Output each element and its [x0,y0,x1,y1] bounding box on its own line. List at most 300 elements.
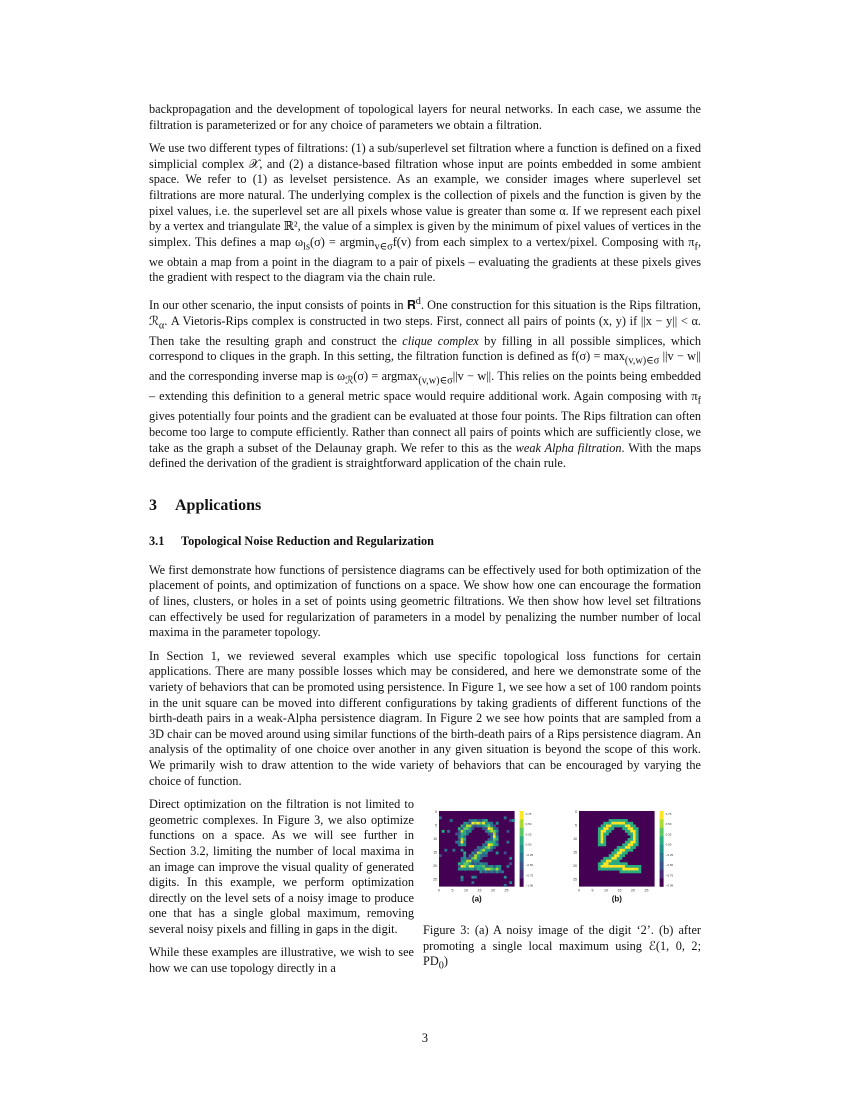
pixel-cell [606,830,609,833]
pixel-cell [463,860,466,863]
pixel-cell [461,876,464,879]
colorbar-tick-label: 0.50 [525,822,532,827]
pixel-cell [482,825,485,828]
pixel-cell [485,854,488,857]
pixel-cell [633,844,636,847]
y-tick-label: 10 [433,837,437,842]
x-tick-label: 10 [604,888,608,893]
pixel-cell [630,841,633,844]
pixel-cell [496,822,499,825]
pixel-cell [480,819,483,822]
pixel-cell [498,868,501,871]
pixel-cell [609,825,612,828]
colorbar-segment [520,878,524,887]
pixel-cell [606,865,609,868]
colorbar-segment [520,811,524,820]
pixel-cell [496,871,499,874]
pixel-cell [628,822,631,825]
colorbar-segment [520,870,524,879]
pixel-cell [469,854,472,857]
pixel-cell [628,865,631,868]
y-tick-label: 0 [575,810,577,815]
pixel-cell [625,825,628,828]
pixel-cell [463,854,466,857]
pixel-cell [630,838,633,841]
page-body [149,102,701,997]
pixel-cell [636,827,639,830]
pixel-cell [474,854,477,857]
pixel-cell [509,881,512,884]
pixel-cell [461,865,464,868]
pixel-cell [504,817,507,820]
panel-a [427,809,545,915]
subsection-heading: 3.1 Topological Noise Reduction and Regularization [149,533,435,548]
pixel-cell [488,871,491,874]
pixel-cell [458,868,461,871]
pixel-cell [466,830,469,833]
pixel-cell [603,835,606,838]
pixel-cell [458,827,461,830]
pixel-cell [622,865,625,868]
pixel-cell [466,827,469,830]
pixel-cell [485,827,488,830]
pixel-cell [458,841,461,844]
pixel-cell [496,838,499,841]
y-tick-label: 20 [433,864,437,869]
pixel-cell [628,841,631,844]
pixel-cell [466,857,469,860]
pixel-cell [611,865,614,868]
pixel-cell [603,822,606,825]
pixel-cell [509,819,512,822]
colorbar-tick-label: 0.00 [665,842,672,847]
pixel-cell [488,827,491,830]
pixel-cell [625,841,628,844]
pixel-cell [622,844,625,847]
pixel-cell [611,868,614,871]
y-tick-label: 20 [573,864,577,869]
denoised-digit-image [567,809,685,915]
pixel-cell [598,827,601,830]
pixel-cell [482,822,485,825]
pixel-cell [496,833,499,836]
pixel-cell [620,865,623,868]
pixel-cell [469,865,472,868]
pixel-cell [617,862,620,865]
pixel-cell [490,846,493,849]
pixel-cell [611,860,614,863]
colorbar-tick-label: −0.50 [525,863,534,868]
pixel-cell [620,862,623,865]
colorbar-segment [520,862,524,871]
pixel-cell [466,865,469,868]
pixel-cell [628,827,631,830]
pixel-cell [474,862,477,865]
pixel-cell [469,862,472,865]
pixel-cell [490,835,493,838]
pixel-cell [469,825,472,828]
pixel-cell [477,852,480,855]
pixel-cell [496,841,499,844]
pixel-cell [633,868,636,871]
pixel-cell [461,838,464,841]
left-column [149,797,414,985]
pixel-cell [617,865,620,868]
pixel-cell [601,830,604,833]
x-tick-label: 10 [464,888,468,893]
pixel-cell [625,830,628,833]
pixel-cell [611,852,614,855]
colorbar-segment [660,853,664,862]
colorbar-segment [660,878,664,887]
paragraph-section-review: In Section 1, we reviewed several examples which use specific topological loss functions for certain applications. There are many possible losses which may be considered, and here we demonstrate some of the variety of behaviors that can be promoted using persistence. In Figure 1, we see how a set of 100 random points in the unit square can be moved into different configurations by taking gradients of different functions of the birth-death pairs in a weak-Alpha persistence diagram. In Figure 2 we see how points that are sampled from a 3D chair can be moved around using similar functions of the birth-death pairs of a Rips persistence diagram. An analysis of the optimality of one choice over another in any given situation is beyond the scope of this work. We primarily wish to draw attention to the wide variety of behaviors that can be encouraged by varying the choice of function. [149,648,701,788]
pixel-cell [469,868,472,871]
pixel-cell [625,849,628,852]
colorbar-tick-label: 0.00 [525,842,532,847]
pixel-cell [620,819,623,822]
pixel-cell [601,833,604,836]
pixel-cell [628,844,631,847]
pixel-cell [493,833,496,836]
pixel-cell [614,854,617,857]
pixel-cell [617,852,620,855]
pixel-cell [471,819,474,822]
pixel-cell [601,868,604,871]
pixel-cell [507,830,510,833]
pixel-cell [488,849,491,852]
pixel-cell [614,825,617,828]
pixel-cell [482,846,485,849]
pixel-cell [614,857,617,860]
pixel-cell [477,868,480,871]
pixel-cell [509,862,512,865]
colorbar-segment [520,845,524,854]
pixel-cell [611,854,614,857]
pixel-cell [455,841,458,844]
pixel-cell [485,871,488,874]
pixel-cell [606,857,609,860]
pixel-cell [477,854,480,857]
pixel-cell [625,852,628,855]
pixel-cell [458,844,461,847]
pixel-cell [480,857,483,860]
panel-label: (a) [471,894,482,904]
x-tick-label: 5 [451,888,454,893]
colorbar-tick-label: 0.25 [525,832,532,837]
pixel-cell [638,871,641,874]
x-tick-label: 0 [578,888,580,893]
pixel-cell [463,844,466,847]
x-tick-label: 15 [617,888,622,893]
pixel-cell [477,822,480,825]
pixel-cell [461,835,464,838]
pixel-cell [471,865,474,868]
pixel-cell [611,822,614,825]
pixel-cell [493,865,496,868]
pixel-cell [461,860,464,863]
colorbar-segment [520,828,524,837]
section-heading: 3 Applications [149,496,262,514]
pixel-cell [504,884,507,887]
x-tick-label: 5 [591,888,594,893]
pixel-cell [614,868,617,871]
pixel-cell [455,833,458,836]
pixel-cell [488,833,491,836]
pixel-cell [485,846,488,849]
pixel-cell [620,849,623,852]
pixel-cell [490,868,493,871]
x-tick-label: 25 [644,888,649,893]
pixel-cell [630,830,633,833]
pixel-cell [471,868,474,871]
pixel-cell [471,827,474,830]
pixel-cell [480,854,483,857]
pixel-cell [461,879,464,882]
colorbar-segment [660,820,664,829]
pixel-cell [630,868,633,871]
y-tick-label: 15 [573,850,577,855]
pixel-cell [603,865,606,868]
pixel-cell [603,825,606,828]
pixel-cell [444,849,447,852]
pixel-cell [482,849,485,852]
figure-caption: Figure 3: (a) A noisy image of the digit ‘2’. (b) after promoting a single local maximum using ℰ(1, 0, 2; $PD_0$) [423,923,701,972]
pixel-cell [490,822,493,825]
colorbar-segment [520,836,524,845]
pixel-cell [463,827,466,830]
pixel-cell [622,822,625,825]
pixel-cell [488,830,491,833]
pixel-cell [493,846,496,849]
pixel-cell [601,827,604,830]
pixel-cell [609,830,612,833]
colorbar-tick-label: 0.75 [665,812,672,817]
pixel-cell [466,825,469,828]
pixel-cell [507,865,510,868]
pixel-cell [601,860,604,863]
pixel-cell [598,833,601,836]
pixel-cell [611,825,614,828]
pixel-cell [461,868,464,871]
pixel-cell [630,849,633,852]
pixel-cell [630,822,633,825]
panel-b [567,809,685,915]
pixel-cell [636,838,639,841]
pixel-cell [611,862,614,865]
pixel-cell [463,830,466,833]
pixel-cell [474,819,477,822]
pixel-cell [469,827,472,830]
pixel-cell [617,846,620,849]
pixel-cell [471,822,474,825]
pixel-cell [603,841,606,844]
pixel-cell [633,825,636,828]
y-tick-label: 10 [573,837,577,842]
pixel-cell [507,841,510,844]
pixel-cell [496,830,499,833]
pixel-cell [485,852,488,855]
pixel-cell [504,876,507,879]
pixel-cell [447,830,450,833]
pixel-cell [614,860,617,863]
pixel-cell [458,838,461,841]
colorbar-segment [660,811,664,820]
y-tick-label: 5 [575,823,577,828]
pixel-cell [474,868,477,871]
colorbar-tick-label: −0.75 [665,873,674,878]
pixel-cell [471,857,474,860]
pixel-cell [493,825,496,828]
pixel-cell [485,865,488,868]
pixel-cell [603,862,606,865]
pixel-cell [638,868,641,871]
pixel-cell [496,868,499,871]
pixel-cell [461,841,464,844]
pixel-cell [617,857,620,860]
pixel-cell [633,871,636,874]
pixel-cell [628,830,631,833]
pixel-cell [463,865,466,868]
pixel-cell [485,849,488,852]
pixel-cell [496,835,499,838]
pixel-cell [485,822,488,825]
pixel-cell [603,844,606,847]
pixel-cell [601,862,604,865]
pixel-cell [480,868,483,871]
pixel-cell [463,857,466,860]
pixel-cell [630,833,633,836]
colorbar-tick-label: 0.25 [665,832,672,837]
pixel-cell [633,830,636,833]
pixel-cell [488,846,491,849]
pixel-cell [630,871,633,874]
pixel-cell [603,833,606,836]
colorbar-segment [520,853,524,862]
pixel-cell [606,825,609,828]
pixel-cell [606,860,609,863]
pixel-cell [482,852,485,855]
noisy-digit-image [427,809,545,915]
pixel-cell [439,854,442,857]
pixel-cell [474,849,477,852]
pixel-cell [477,846,480,849]
pixel-cell [485,825,488,828]
pixel-cell [480,825,483,828]
pixel-cell [490,827,493,830]
pixel-cell [620,871,623,874]
pixel-cell [598,868,601,871]
pixel-cell [622,852,625,855]
pixel-cell [490,871,493,874]
colorbar-tick-label: −0.25 [525,853,534,858]
pixel-cell [463,822,466,825]
pixel-cell [463,852,466,855]
pixel-cell [493,841,496,844]
pixel-cell [463,841,466,844]
pixel-cell [493,830,496,833]
colorbar-tick-label: −0.25 [665,853,674,858]
pixel-cell [636,871,639,874]
pixel-cell [601,838,604,841]
pixel-cell [512,819,515,822]
pixel-cell [488,838,491,841]
pixel-cell [453,849,456,852]
pixel-cell [628,838,631,841]
pixel-cell [625,865,628,868]
pixel-cell [625,871,628,874]
pixel-cell [474,822,477,825]
pixel-cell [625,868,628,871]
pixel-cell [463,825,466,828]
pixel-cell [496,852,499,855]
pixel-cell [609,819,612,822]
pixel-cell [480,822,483,825]
pixel-cell [614,819,617,822]
x-tick-label: 20 [491,888,495,893]
pixel-cell [466,862,469,865]
colorbar-segment [660,870,664,879]
pixel-cell [450,819,453,822]
pixel-cell [603,868,606,871]
pixel-cell [636,835,639,838]
pixel-cell [630,865,633,868]
pixel-cell [625,822,628,825]
pixel-cell [636,841,639,844]
pixel-cell [509,857,512,860]
colorbar-segment [660,828,664,837]
pixel-cell [598,862,601,865]
pixel-cell [601,841,604,844]
pixel-cell [485,819,488,822]
pixel-cell [606,827,609,830]
page-number: 3 [421,1031,429,1045]
pixel-cell [603,827,606,830]
paragraph-filtrations: We use two different types of filtrations: (1) a sub/superlevel set filtration where a function is defined on a fixed simplicial complex 𝒳, and (2) a distance-based filtration whose input are points embedded in some ambient space. We refer to (1) as levelset persistence. As an example, we consider images where superlevel set filtrations are more natural. The underlying complex is the collection of pixels and the function is given by the pixel values, i.e. the superlevel set are all pixels whose value is greater than some α. If we represent each pixel by a vertex and triangulate ℝ², the value of a simplex is given by the minimum of pixel values of vertices in the simplex. This defines a map $\omega_{ls}(\sigma) = argmin_{v\in\sigma}f(v)$ from each simplex to a vertex/pixel. Composing with $\pi_f$, we obtain a map from a point in the diagram to a pair of pixels – evaluating the gradients at these pixels gives the gradient with respect to the diagram via the chain rule. [149,141,702,285]
pixel-cell [609,854,612,857]
pixel-cell [636,865,639,868]
pixel-cell [603,860,606,863]
pixel-cell [598,865,601,868]
pixel-cell [469,830,472,833]
pixel-cell [458,862,461,865]
pixel-cell [496,865,499,868]
pixel-cell [466,822,469,825]
pixel-cell [630,835,633,838]
pixel-cell [636,830,639,833]
pixel-cell [490,849,493,852]
pixel-cell [493,835,496,838]
pixel-cell [439,817,442,820]
figure-panels [423,809,701,915]
pixel-cell [482,854,485,857]
pixel-cell [609,827,612,830]
pixel-cell [617,860,620,863]
x-tick-label: 20 [631,888,635,893]
pixel-cell [611,827,614,830]
pixel-cell [498,871,501,874]
pixel-cell [622,846,625,849]
pixel-cell [461,862,464,865]
paragraph-illustrative: While these examples are illustrative, we wish to see how we can use topology directly in a [149,945,414,976]
pixel-cell [620,822,623,825]
pixel-cell [504,852,507,855]
pixel-cell [477,849,480,852]
y-tick-label: 5 [435,823,437,828]
pixel-cell [628,846,631,849]
pixel-cell [474,852,477,855]
pixel-cell [442,830,445,833]
pixel-cell [466,833,469,836]
